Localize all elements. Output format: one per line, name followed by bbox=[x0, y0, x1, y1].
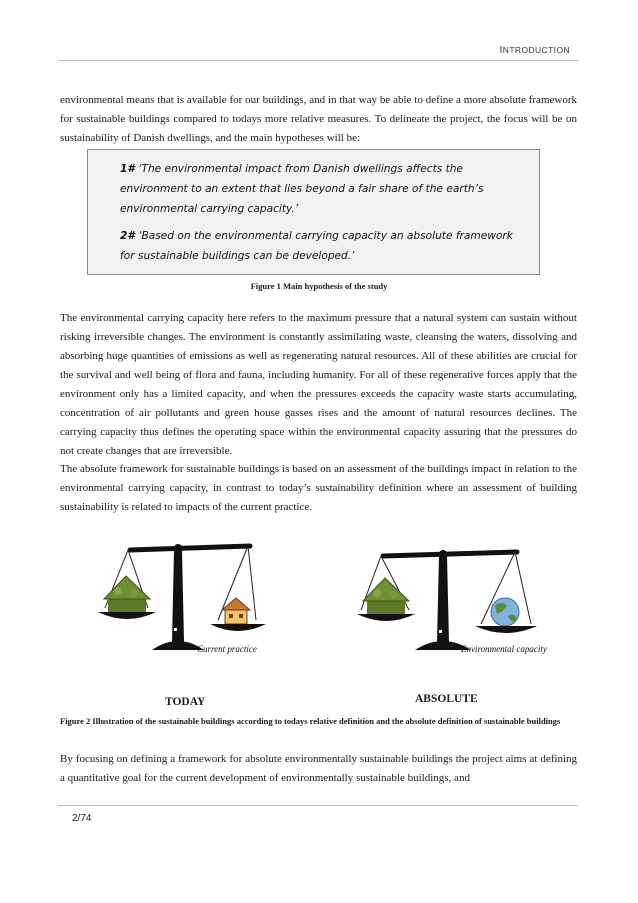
hypothesis-1 bbox=[120, 159, 525, 219]
paragraph-carrying-capacity: The environmental carrying capacity here refers to the maximum pressure that a natural system can sustain without risking irreversible changes. The environment is constantly assimilating waste, cleansing the waters, dissolving and absorbing huge quantities of emissions as well as regenerating natural resources. All of these abilities are crucial for the survival and well being of flora and fauna, including humanity. For all of these regenerative forces apply that the environment only has a limited capacity, and when the pressures exceeds the capacity waste starts accumulating, concentration of air pollutants and green house gasses rises and the amount of natural resources declines. The carrying capacity thus defines the operating space within the environmental capacity assuring that the pressures do not create changes that are irreversible. bbox=[60, 312, 577, 457]
hypothesis-1-number: 1# bbox=[120, 163, 135, 175]
label-current-practice: Current practice bbox=[197, 644, 257, 654]
header-rule bbox=[58, 60, 578, 61]
paragraph-focus: By focusing on defining a framework for absolute environmentally sustainable buildings the project aims at defining a quantitative goal for the current development of environmentally sustainable buildings, and bbox=[60, 753, 577, 784]
figure2-caption: Figure 2 Illustration of the sustainable buildings according to todays relative definition and the absolute definition of sustainable buildings bbox=[60, 716, 561, 726]
label-environmental-capacity: Environmental capacity bbox=[461, 644, 547, 654]
paragraph-absolute-framework: The absolute framework for sustainable buildings is based on an assessment of the buildings impact in relation to the environmental carrying capacity, in contrast to today’s sustainability definition where an assessment of building sustainability is related to impacts of the current practice. bbox=[60, 463, 577, 513]
figure1-caption: Figure 1 Main hypothesis of the study bbox=[250, 281, 388, 291]
globe-icon bbox=[491, 598, 519, 626]
scale-today-image bbox=[90, 536, 280, 696]
green-house-icon bbox=[363, 578, 409, 614]
footer-rule bbox=[58, 805, 578, 806]
scale-absolute-image bbox=[355, 536, 545, 696]
hypothesis-2-number: 2# bbox=[120, 230, 135, 242]
green-house-icon bbox=[104, 576, 150, 612]
label-absolute: ABSOLUTE bbox=[415, 693, 478, 705]
header-title-initial: I bbox=[499, 44, 503, 56]
page-number: 2/74 bbox=[72, 813, 92, 824]
intro-paragraph: environmental means that is available for our buildings, and in that way be able to define a more absolute framework for sustainable buildings compared to todays more relative measures. To delineate the project, the focus will be on sustainability of Danish dwellings, and the main hypotheses will be: bbox=[60, 94, 577, 144]
label-today: TODAY bbox=[165, 696, 206, 708]
hypothesis-1-text: ‘The environmental impact from Danish dwellings affects the environment to an extent that lies beyond a fair share of the earth’s environmental carrying capacity.’ bbox=[120, 163, 484, 215]
hypothesis-2-text: ‘Based on the environmental carrying capacity an absolute framework for sustainable buildings can be developed.’ bbox=[120, 230, 513, 262]
header-title bbox=[499, 44, 570, 56]
hypothesis-2 bbox=[120, 226, 525, 266]
header-title-rest: NTRODUCTION bbox=[502, 45, 570, 55]
small-house-icon bbox=[222, 598, 250, 624]
hypothesis-box bbox=[87, 149, 540, 275]
